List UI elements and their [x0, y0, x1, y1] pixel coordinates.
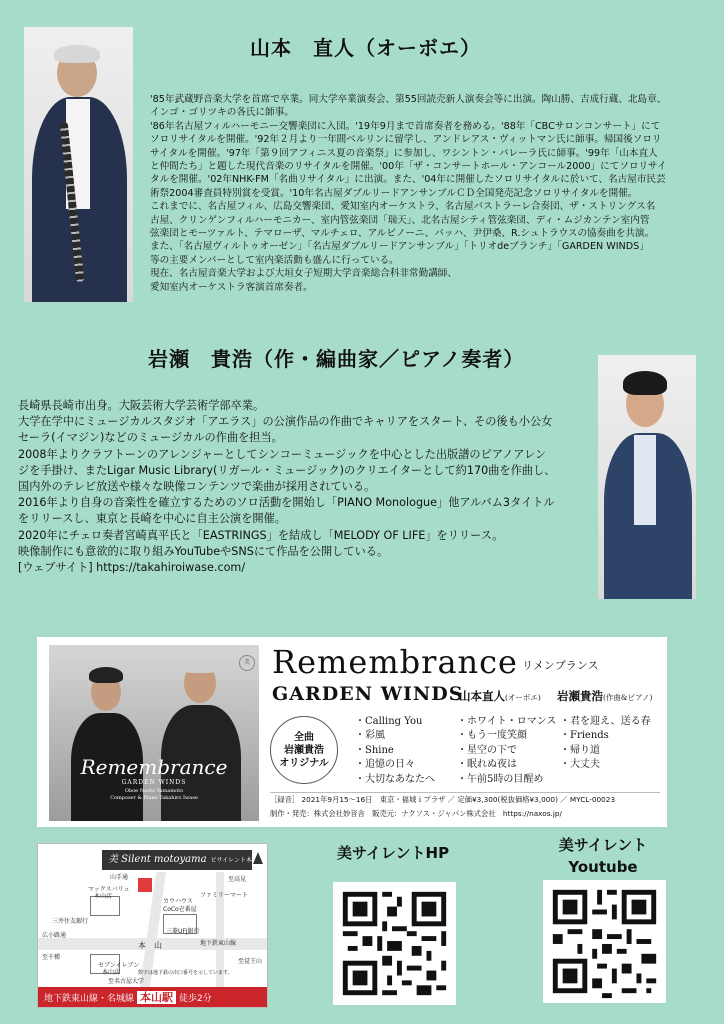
qr-code-icon — [543, 880, 666, 1003]
album-group: GARDEN WINDS — [272, 683, 464, 705]
iwase-photo — [598, 355, 696, 599]
track-item: ・大切なあなたへ — [355, 773, 435, 785]
banner-divider — [270, 792, 660, 793]
album-cover — [49, 645, 259, 821]
track-list-1 — [355, 715, 435, 787]
production-info: 制作・発売：株式会社妙音舎 販売元：ナクソス・ジャパン株式会社 https://naxos.jp/ — [270, 809, 562, 818]
album-artist-1: 山本直人(オーボエ) — [459, 689, 541, 703]
track-list-2 — [457, 715, 556, 787]
qr-hp-label: 美サイレントHP — [336, 844, 450, 862]
map-label: 数字は地下鉄の出口番号を示しています。 — [138, 970, 233, 976]
track-item: ・ホワイト・ロマンス — [457, 716, 557, 727]
album-title-kana: リメンブランス — [522, 659, 599, 672]
track-item: ・大丈夫 — [560, 759, 600, 771]
all-original-badge: 全曲 岩瀬貴浩 オリジナル — [270, 716, 338, 784]
track-item: ・Friends — [560, 730, 609, 742]
track-item: ・午前5時の目醒め — [457, 773, 544, 785]
map-brand-banner: 美 Silent motoyama ビサイレント本山 — [102, 850, 252, 870]
qr-hp-code[interactable] — [333, 882, 456, 1005]
map-label: 至覚王山 — [238, 958, 263, 965]
map-label: 本 山 — [138, 941, 162, 950]
qr-youtube-label: 美サイレント Youtube — [558, 836, 648, 876]
map-footer: 地下鉄東山線・名城線 本山駅 徒歩2分 — [38, 987, 267, 1008]
track-item: ・彩風 — [355, 730, 385, 742]
yamamoto-name: 山本 直人（オーボエ） — [250, 36, 481, 60]
track-item: ・君を迎え、送る春 — [560, 716, 651, 727]
track-item: ・もう一度笑顔 — [457, 730, 527, 742]
access-map — [37, 843, 268, 1008]
album-artist-2: 岩瀬貴浩(作曲&ピアノ) — [557, 689, 653, 703]
cover-title: Remembrance — [80, 755, 228, 779]
track-list-3 — [560, 715, 651, 773]
map-label: 至名古屋大学 — [108, 978, 145, 985]
map-label: 至高見 — [228, 876, 247, 883]
cover-credit: Oboe Naoto Yamamoto Composer & Piano Takahiro Iwase — [110, 788, 198, 801]
map-label: 山手通 — [110, 874, 129, 881]
track-item: ・追憶の日々 — [355, 759, 415, 771]
label-logo: 美 — [239, 655, 255, 671]
map-label: ファミリーマート — [200, 892, 248, 899]
map-label: CoCo壱番屋 — [163, 906, 197, 913]
qr-youtube-code[interactable] — [543, 880, 666, 1003]
map-label: マックスバリュ — [88, 886, 130, 893]
cover-group: GARDEN WINDS — [121, 779, 187, 786]
qr-code-icon — [333, 882, 456, 1005]
north-arrow-icon — [253, 852, 263, 864]
map-label: 広小路通 — [42, 932, 67, 939]
map-label: 地下鉄東山線 — [200, 940, 237, 947]
track-item: ・眠れぬ夜は — [457, 759, 517, 771]
album-title: Remembrance — [272, 643, 518, 681]
map-label: 至千種 — [42, 954, 61, 961]
yamamoto-photo — [24, 27, 133, 302]
album-banner — [37, 637, 667, 827]
map-label: 三菱UFJ銀行 — [166, 928, 200, 935]
track-item: ・Calling You — [355, 716, 423, 727]
map-label: セブンイレブン — [98, 962, 140, 969]
map-label: 本山店 — [102, 969, 121, 976]
map-label: 本山店 — [94, 893, 113, 900]
track-item: ・星空の下で — [457, 744, 517, 756]
venue-marker — [138, 878, 152, 892]
recording-info: ［録音］ 2021年9月15～16日 東京・福城ｉプラザ ／ 定価¥3,300(税抜価格¥3,000) ／ MYCL-00023 — [270, 795, 616, 804]
track-item: ・帰り道 — [560, 744, 600, 756]
iwase-bio: 長崎県長崎市出身。大阪芸術大学芸術学部卒業。 大学在学中にミュージカルスタジオ「アエラス」の公演作品の作曲でキャリアをスタート、その後も小公女 セーラ(イマジン)などのミュージカルの作曲を担当。 2008年よりクラフトーンのアレンジャーとしてシンコーミュージックを中心とした出版譜のピアノアレン ジを手掛け、またLigar Music Library(リガール・ミュージック)のクリエイターとして約170曲を作曲し、 国内外のテレビ放送や様々な映像コンテンツで楽曲が採用されている。 2016年より自身の音楽性を確立するためのソロ活動を開始し「PIANO Monologue」他アルバム3タイトル をリリースし、東京と長崎を中心に自主公演を開催。 2020年にチェロ奏者宮崎真平氏と「EASTRINGS」を結成し「MELODY OF LIFE」をリリース。 映像制作にも意欲的に取り組みYouTubeやSNSにて作品を公開している。 [ウェブサイト] https://takahiroiwase.com/ — [18, 399, 556, 575]
map-label: 三井住友銀行 — [52, 918, 89, 925]
track-item: ・Shine — [355, 744, 394, 756]
yamamoto-bio: '85年武蔵野音楽大学を首席で卒業。同大学卒業演奏会、第55回読売新人演奏会等に出演。陶山勝、吉成行蔵、北島章、 インゴ・ゴリツキの各氏に師事。 '86年名古屋フィルハーモニー交響楽団に入団。'19年9月まで首席奏者を務める。'88年「CBCサロンコンサート」にて ソロリサイタルを開催。'92年２月より一年間ベルリンに留学し、アンドレアス・ヴィットマン氏に師事。帰国後ソロリ サイタルを開催。'97年「第９回アフィニス夏の音楽祭」に参加し、ワシントン・バレーラ氏に師事。'99年「山本直人 と仲間たち」と題した現代音楽のリサイタルを開催。'00年「ザ・コンサートホール・アンコール2000」にてソロリサイ タルを開催。'02年NHK-FM「名曲リサイタル」に出演。また、'04年に開催したソロリサイタルに於いて、名古屋市民芸 術祭2004審査員特別賞を受賞。'10年名古屋ダブルリードアンサンブルＣＤ全国発売記念ソロリサイタルを開催。 これまでに、名古屋フィル、広島交響楽団、愛知室内オーケストラ、名古屋バストラーレ合奏団、ザ・ストリングス名 古屋、クリンゲンフィルハーモニカー、室内管弦楽団「瑞天」、北名古屋シティ管弦楽団、ディ・ムジカンテン室内管 弦楽団とモーツァルト、テマローザ、マルチェロ、アルビノーニ、バッハ、尹伊桑、R.シュトラウスの協奏曲を共演。 また、「名古屋ヴィルトゥオーゼン」「名古屋ダブルリードアンサンブル」「トリオdeブランチ」「GARDEN WINDS」 等の主要メンバーとして室内楽活動も盛んに行っている。 現在、名古屋音楽大学および大垣女子短期大学音楽総合科非常勤講師、 愛知室内オーケストラ客演首席奏者。 — [150, 94, 667, 293]
map-label: カウハウス — [163, 898, 193, 905]
iwase-name: 岩瀬 貴浩（作・編曲家／ピアノ奏者） — [148, 347, 525, 371]
